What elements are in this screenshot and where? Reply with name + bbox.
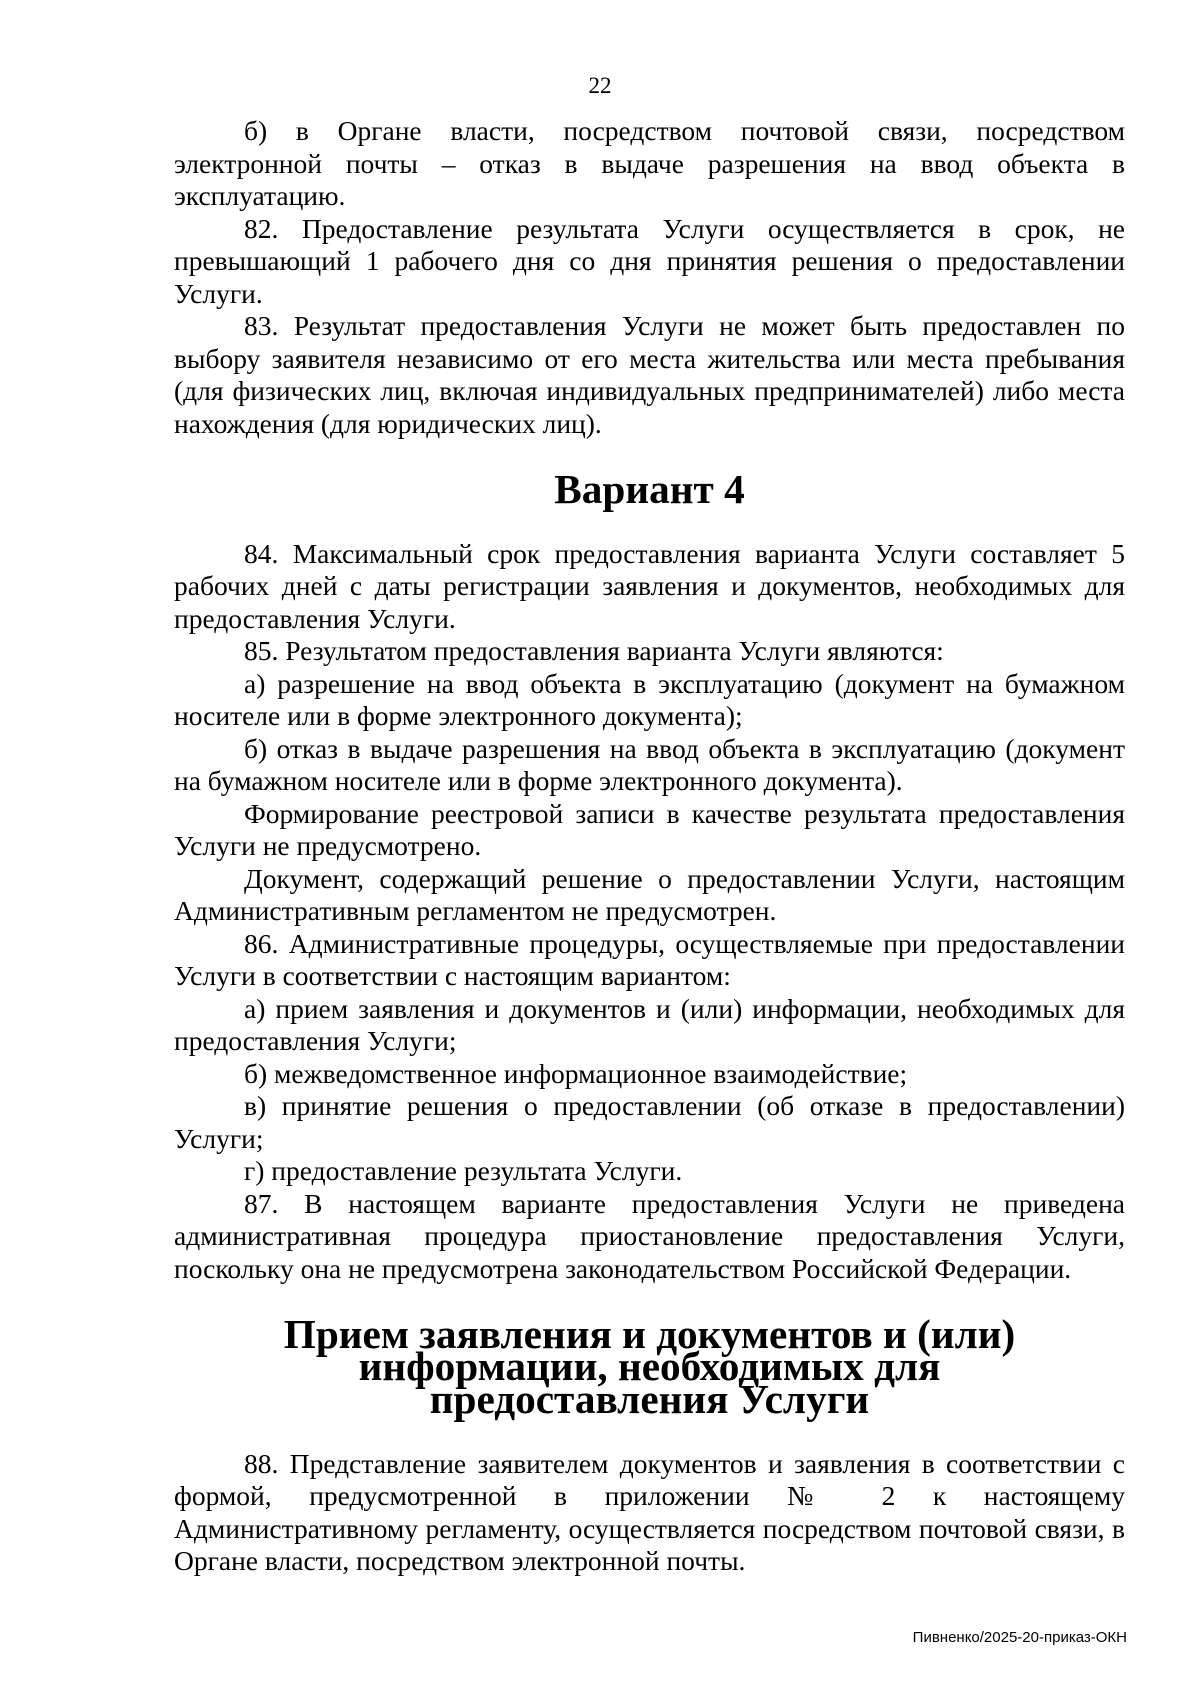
paragraph-82: 82. Предоставление результата Услуги осуществляется в срок, не превышающий 1 рабочего дня со дня принятия решения о предоставлении Услуги. [174,212,1125,309]
heading-variant-4: Вариант 4 [554,465,745,512]
paragraph-81b: б) в Органе власти, посредством почтовой связи, посредством электронной почты – отказ в выдаче разрешения на ввод объекта в эксплуатацию. [174,115,1125,211]
paragraph-85b: б) отказ в выдаче разрешения на ввод объекта в эксплуатацию (документ на бумажном носителе или в форме электронного документа). [174,732,1125,796]
paragraph-87: 87. В настоящем варианте предоставления Услуги не приведена административная процедура приостановление предоставления Услуги, поскольку она не предусмотрена законодательством Российской Федерации. [174,1187,1125,1284]
heading-line-1: Прием заявления и документов и (или) информации, необходимых для [283,1310,1016,1389]
footer-document-code: Пивненко/2025-20-приказ-ОКН [912,1629,1127,1646]
paragraph-86c: в) принятие решения о предоставлении (об отказе в предоставлении) Услуги; [174,1090,1125,1154]
paragraph-85a: а) разрешение на ввод объекта в эксплуатацию (документ на бумажном носителе или в форме электронного документа); [174,667,1125,731]
paragraph-86: 86. Административные процедуры, осуществляемые при предоставлении Услуги в соответствии с настоящим вариантом: [174,927,1125,991]
paragraph-86a: а) прием заявления и документов и (или) информации, необходимых для предоставления Услуги; [174,992,1125,1056]
paragraph-86b: б) межведомственное информационное взаимодействие; [244,1057,908,1089]
paragraph-83: 83. Результат предоставления Услуги не может быть предоставлен по выбору заявителя независимо от его места жительства или места пребывания (для физических лиц, включая индивидуальных предпринимателей) либо места нахождения (для юридических лиц). [174,310,1125,439]
paragraph-88: 88. Представление заявителем документов и заявления в соответствии с формой, предусмотренной в приложении № 2 к настоящему Административному регламенту, осуществляется посредством почтовой связи, в Органе власти, посредством электронной почты. [174,1447,1125,1576]
paragraph-84: 84. Максимальный срок предоставления варианта Услуги составляет 5 рабочих дней с даты регистрации заявления и документов, необходимых для предоставления Услуги. [174,537,1125,634]
document-body [174,115,1125,1578]
heading-application-acceptance [174,1310,1125,1422]
paragraph-86d: г) предоставление результата Услуги. [244,1155,683,1186]
paragraph-registry-record: Формирование реестровой записи в качестве результата предоставления Услуги не предусмотрено. [174,797,1125,861]
page-number: 22 [588,73,612,98]
paragraph-decision-document: Документ, содержащий решение о предоставлении Услуги, настоящим Административным регламентом не предусмотрен. [174,862,1125,926]
heading-line-2: предоставления Услуги [429,1375,870,1422]
paragraph-85: 85. Результатом предоставления варианта Услуги являются: [244,635,944,666]
